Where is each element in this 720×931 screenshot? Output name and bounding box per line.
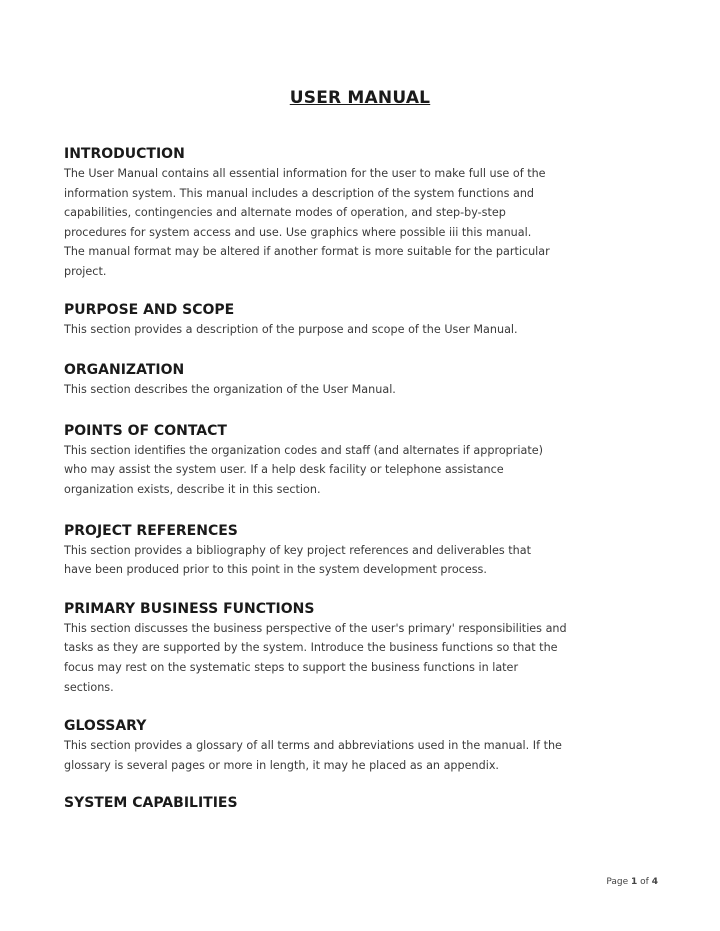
body-line: who may assist the system user. If a help desk facility or telephone assistance (64, 463, 504, 477)
body-line: The User Manual contains all essential information for the user to make full use of the (64, 167, 546, 180)
section-body (64, 164, 664, 282)
body-line: This section provides a bibliography of key project references and deliverables that (64, 543, 532, 557)
section-heading: PRIMARY BUSINESS FUNCTIONS (64, 600, 315, 617)
body-line: have been produced prior to this point in the system development process. (64, 563, 487, 577)
body-line: organization exists, describe it in this section. (64, 482, 321, 496)
body-line: tasks as they are supported by the system. Introduce the business functions so that the (64, 641, 558, 655)
section-heading: PROJECT REFERENCES (64, 522, 238, 539)
section-heading: SYSTEM CAPABILITIES (64, 795, 238, 812)
section-heading: GLOSSARY (64, 718, 147, 735)
body-line: This section discusses the business perspective of the user's primary' responsibilities and (64, 621, 567, 635)
body-line: focus may rest on the systematic steps to support the business functions in later (64, 660, 519, 674)
section-heading: POINTS OF CONTACT (64, 422, 227, 439)
body-line: capabilities, contingencies and alternate modes of operation, and step-by-step (64, 206, 506, 220)
document-body (64, 144, 664, 813)
section-heading: INTRODUCTION (64, 146, 185, 162)
body-line: project. (64, 264, 107, 278)
section-body (64, 619, 664, 697)
page-number-footer (606, 877, 658, 887)
body-line: glossary is several pages or more in length, it may he placed as an appendix. (64, 758, 499, 772)
page-label: Page (606, 877, 629, 887)
section-body (64, 736, 664, 775)
body-line: This section identifies the organization codes and staff (and alternates if appropriate) (64, 443, 543, 457)
section-body (64, 441, 664, 500)
section-glossary (64, 716, 664, 775)
section-purpose-and-scope (64, 300, 664, 340)
section-organization (64, 360, 664, 400)
section-body (64, 380, 664, 400)
body-line: information system. This manual includes a description of the system functions and (64, 186, 535, 200)
section-heading: ORGANIZATION (64, 362, 185, 379)
page-total: 4 (651, 877, 658, 887)
body-line: The manual format may be altered if another format is more suitable for the particular (64, 245, 550, 259)
section-system-capabilities (64, 793, 664, 813)
body-line: sections. (64, 680, 114, 694)
page-current: 1 (631, 877, 638, 887)
section-body (64, 320, 664, 340)
body-line: This section provides a description of the purpose and scope of the User Manual. (64, 322, 518, 336)
section-introduction (64, 144, 664, 282)
section-heading: PURPOSE AND SCOPE (64, 301, 235, 318)
section-project-references (64, 521, 664, 580)
page-of-label: of (640, 877, 649, 887)
body-line: procedures for system access and use. Use graphics where possible iii this manual. (64, 225, 532, 239)
section-body (64, 541, 664, 580)
section-points-of-contact (64, 421, 664, 500)
body-line: This section provides a glossary of all terms and abbreviations used in the manual. If the (64, 739, 562, 753)
body-line: This section describes the organization of the User Manual. (64, 383, 396, 397)
document-title: USER MANUAL (289, 88, 431, 108)
section-primary-business-functions (64, 599, 664, 697)
